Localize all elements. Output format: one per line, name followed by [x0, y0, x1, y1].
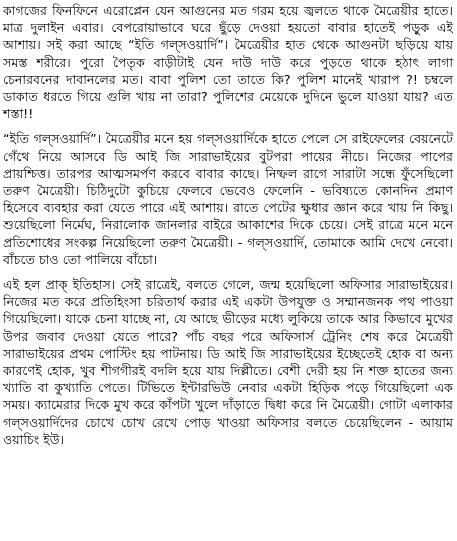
paragraph-prehistory: এই হল প্রাক্ ইতিহাস। সেই রাত্রেই, বলতে গেলে, জন্ম হয়েছিলো অফিসার সারাভাইয়ের। নিজের মত করে প্রতিহিংসা চরিতার্থ করার এই একটা উপযুক্ত ও সম্মানজনক পথ পাওয়া গিয়েছিলো। যাকে চেনা যাচ্ছে না, যে আছে ভীড়ের মধ্যে লুকিয়ে তাকে আর কিভাবে মুখের উপর জবাব দেওয়া যেতে পারে? পাঁচ বছর পরে অফিসার্স ট্রেনিং শেষ করে মৈত্রেয়ী সারাভাইয়ের প্রথম পোস্টিং হয় পাটনায়। ডি আই জি সারাভাইয়ের ইচ্ছেতেই হোক বা অন্য কারণেই হোক, খুব শীগগীরই বদলি হয়ে যায় দিল্লীতে। বেশী দেরী হয় নি শক্ত হাতের জন্য খ্যাতি বা কুখ্যাতি পেতে। টিভিতে ইন্টারভিউ নেবার একটা হিড়িক পড়ে গিয়েছিলো এক সময়। ক্যামেরার দিকে মুখ করে কাঁপটা খুলে দাঁড়াতে দ্বিধা করে নি মৈত্রেয়ী। গোটা এলাকার গল্সওয়ার্দিদের চোখে চোখ রেখে পোড় খাওয়া অফিসার বলতে চেয়েছিলেন - আয়াম ওয়াচিং ইউ।	[3, 277, 453, 447]
paragraph-letter: কাগজের ফিনফিনে এরোপ্লেন যেন আগুনের মত গরম হয়ে জ্বলতে থাকে মৈত্রেয়ীর হাতে। মাত্র দুলাইন এবার। বেপরোয়াভাবে ঘরে ছুঁড়ে দেওয়া হয়তো বাবার হাতেই পড়ুক এই আশায়। সই করা আছে “ইতি গল্সওয়ার্দি”। মৈত্রেয়ীর হাত থেকে আগুনটা ছড়িয়ে যায় সমস্ত শরীরে। পুরো পৈতৃক বাড়ীটাই যেন দাউ দাউ করে পুড়তে থাকে হঠাৎ লাগা চেনারবনের দাবানলের মত। বাবা পুলিশ তো তাতে কি? পুলিশ মানেই খারাপ ?! চম্বলে ডাকাত ধরতে গিয়ে গুলি খায় না তারা? পুলিশের মেয়েকে দুদিনে ভুলে যাওয়া যায়? এত শস্তা!!	[3, 3, 453, 122]
paragraph-revenge-vow: “ইতি গল্সওয়ার্দি”। মৈত্রেয়ীর মনে হয় গল্সওয়ার্দিকে হাতে পেলে সে রাইফেলের বেয়নেটে গেঁথে নিয়ে আসবে ডি আই জি সারাভাইয়ের বুটপরা পায়ের নীচে। নিজের পাপের প্রায়শ্চিত্ত। তারপর আত্মসমর্পণ করবে বাবার কাছে। নিষ্ফল রাগে সারাটা সন্ধে ফুঁসেছিলো তরুণ মৈত্রেয়ী। চিঠিদুটো কুচিয়ে ফেলবে ভেবেও ফেলেনি - ভবিষ্যতে কোনদিন প্রমাণ হিসেবে ব্যবহার করা যেতে পারে এই আশায়। রাতে পেটের ক্ষুধার জ্ঞান করে খায় নি কিছু। শুয়েছিলো নির্মেঘ, নিরালোক জানলার বাইরে আকাশের দিকে চেয়ে। সেই রাত্রে মনে মনে প্রতিশোধের সংকল্প নিয়েছিলো তরুণ মৈত্রেয়ী। - গল্সওয়ার্দি, তোমাকে আমি দেখে নেবো। বাঁচতে চাও তো পালিয়ে বাঁচো।	[3, 131, 453, 267]
